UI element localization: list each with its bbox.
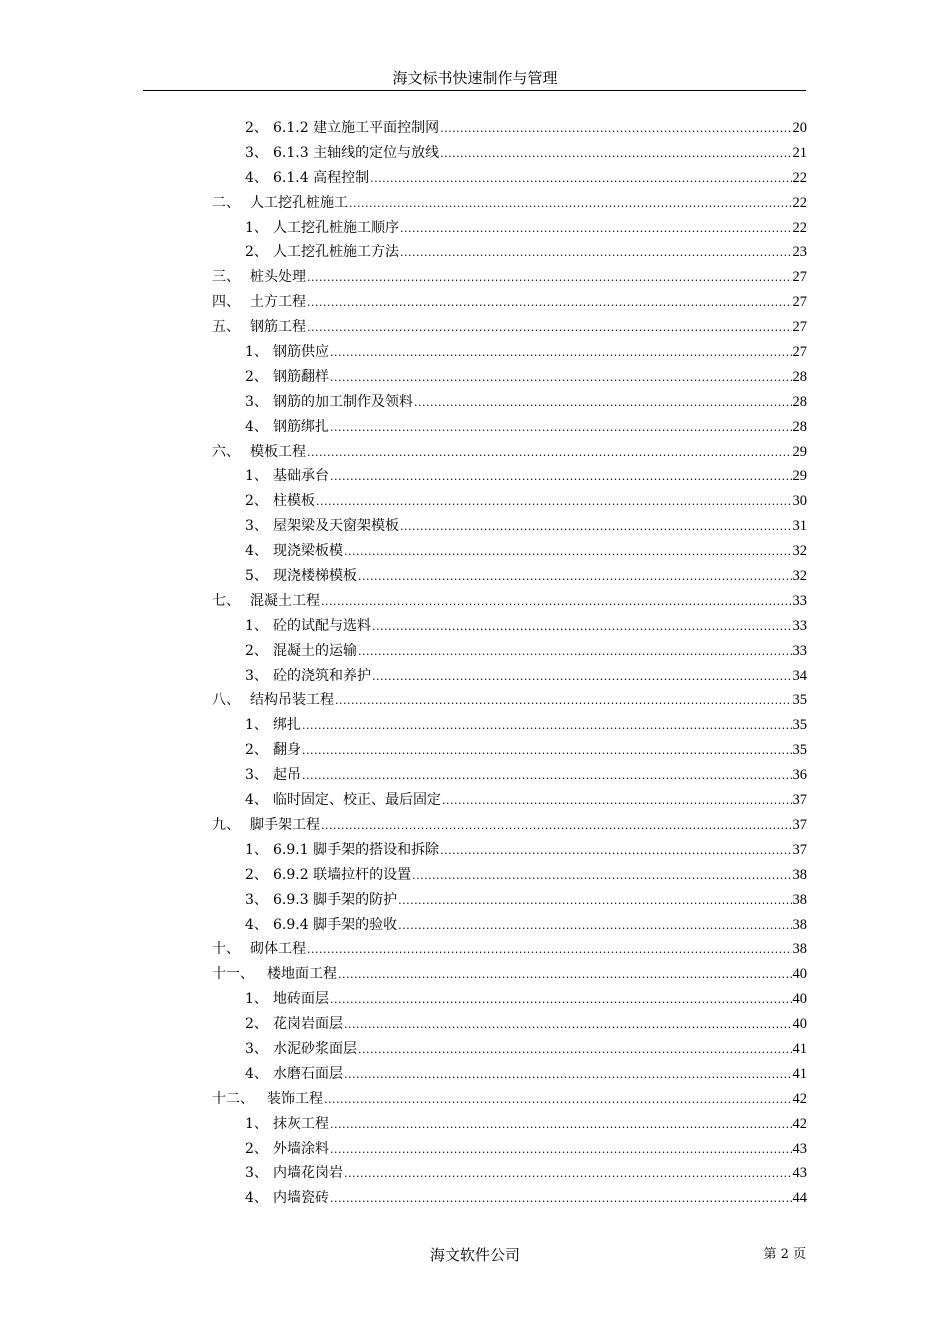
toc-entry-number: 2、 [245, 493, 268, 510]
toc-entry-subsection[interactable] [212, 614, 807, 639]
table-of-contents [212, 116, 807, 1211]
toc-entry-page: 43 [792, 1165, 807, 1182]
toc-entry-subsection[interactable] [212, 713, 807, 738]
toc-entry-page: 32 [792, 568, 807, 585]
toc-entry-subsection[interactable] [212, 514, 807, 539]
toc-entry-subsection[interactable] [212, 639, 807, 664]
toc-entry-page: 35 [792, 742, 807, 759]
toc-entry-number: 2、 [245, 1140, 268, 1157]
toc-entry-number: 2、 [245, 120, 268, 136]
toc-dot-leader [344, 540, 792, 564]
toc-entry-title: 6.1.3 主轴线的定位与放线 [273, 144, 440, 161]
toc-entry-number: 三、 [212, 269, 240, 286]
toc-entry-number: 4、 [245, 1190, 268, 1207]
toc-entry-number: 4、 [245, 169, 268, 186]
toc-entry-section[interactable] [212, 688, 807, 713]
toc-entry-title: 土方工程 [250, 294, 306, 311]
toc-entry-section[interactable] [212, 191, 807, 216]
toc-entry-title: 钢筋供应 [273, 344, 329, 361]
header-divider [143, 90, 806, 91]
toc-entry-page: 28 [792, 418, 807, 435]
toc-entry-title: 水磨石面层 [273, 1065, 343, 1082]
toc-entry-number: 3、 [245, 1040, 268, 1057]
toc-entry-page: 27 [792, 294, 807, 311]
toc-dot-leader [349, 192, 792, 216]
toc-entry-title: 结构吊装工程 [250, 692, 334, 709]
toc-entry-number: 2、 [245, 1016, 268, 1033]
toc-dot-leader [321, 814, 792, 838]
toc-entry-title: 钢筋翻样 [273, 368, 329, 385]
toc-entry-page: 44 [792, 1190, 807, 1207]
toc-entry-title: 起吊 [273, 767, 301, 784]
toc-entry-title: 混凝土的运输 [273, 642, 357, 659]
toc-entry-number: 4、 [245, 1065, 268, 1082]
toc-entry-title: 翻身 [273, 742, 301, 759]
toc-dot-leader [412, 864, 791, 888]
toc-dot-leader [330, 988, 792, 1012]
toc-entry-subsection[interactable] [212, 788, 807, 813]
toc-entry-section[interactable] [212, 1087, 807, 1112]
toc-entry-page: 38 [792, 891, 807, 908]
toc-entry-page: 33 [792, 617, 807, 634]
toc-entry-subsection[interactable] [212, 1037, 807, 1062]
toc-dot-leader [324, 1088, 792, 1112]
toc-entry-title: 现浇梁板模 [273, 543, 343, 560]
toc-entry-number: 七、 [212, 592, 240, 609]
toc-entry-number: 2、 [245, 866, 268, 883]
toc-entry-title: 装饰工程 [267, 1090, 323, 1107]
toc-entry-number: 3、 [245, 891, 268, 908]
toc-entry-subsection[interactable] [212, 489, 807, 514]
toc-entry-page: 41 [792, 1040, 807, 1057]
toc-entry-subsection[interactable] [212, 240, 807, 265]
toc-entry-number: 1、 [245, 1115, 268, 1132]
toc-entry-subsection[interactable] [212, 1112, 807, 1137]
toc-entry-subsection[interactable] [212, 1161, 807, 1186]
toc-entry-subsection[interactable] [212, 838, 807, 863]
toc-entry-title: 抹灰工程 [273, 1115, 329, 1132]
toc-entry-page: 21 [792, 144, 807, 161]
toc-entry-number: 2、 [245, 244, 268, 261]
toc-dot-leader [398, 889, 791, 913]
toc-entry-title: 外墙涂料 [273, 1140, 329, 1157]
toc-entry-title: 人工挖孔桩施工顺序 [273, 219, 399, 236]
toc-entry-page: 27 [792, 344, 807, 361]
toc-dot-leader [330, 1187, 792, 1211]
toc-entry-title: 楼地面工程 [267, 966, 337, 983]
toc-dot-leader [358, 565, 792, 589]
toc-dot-leader [307, 291, 792, 315]
toc-entry-title: 砼的试配与选料 [273, 617, 371, 634]
toc-entry-page: 43 [792, 1140, 807, 1157]
toc-entry-section[interactable] [212, 937, 807, 962]
toc-entry-subsection[interactable] [212, 116, 807, 141]
toc-entry-subsection[interactable] [212, 1137, 807, 1162]
toc-entry-subsection[interactable] [212, 564, 807, 589]
toc-entry-page: 33 [792, 592, 807, 609]
toc-entry-title: 人工挖孔桩施工方法 [273, 244, 399, 261]
toc-entry-page: 27 [792, 319, 807, 336]
page-header-title: 海文标书快速制作与管理 [392, 69, 558, 87]
toc-dot-leader [307, 266, 792, 290]
toc-entry-subsection[interactable] [212, 141, 807, 166]
toc-entry-section[interactable] [212, 440, 807, 465]
toc-entry-subsection[interactable] [212, 1186, 807, 1211]
toc-dot-leader [330, 1138, 792, 1162]
toc-entry-number: 4、 [245, 543, 268, 560]
toc-entry-page: 35 [792, 692, 807, 709]
toc-entry-section[interactable] [212, 589, 807, 614]
toc-entry-title: 花岗岩面层 [273, 1016, 343, 1033]
toc-entry-number: 1、 [245, 344, 268, 361]
toc-entry-subsection[interactable] [212, 888, 807, 913]
toc-entry-title: 6.9.1 脚手架的搭设和拆除 [273, 841, 440, 858]
toc-entry-number: 五、 [212, 319, 240, 336]
toc-entry-title: 基础承台 [273, 468, 329, 485]
toc-entry-number: 十、 [212, 941, 240, 958]
toc-entry-page: 33 [792, 642, 807, 659]
toc-entry-number: 十一、 [212, 966, 254, 983]
toc-dot-leader [440, 117, 791, 141]
toc-dot-leader [344, 1162, 792, 1186]
toc-entry-subsection[interactable] [212, 539, 807, 564]
toc-entry-page: 22 [792, 169, 807, 186]
toc-entry-page: 37 [792, 792, 807, 809]
toc-dot-leader [440, 839, 791, 863]
toc-entry-number: 5、 [245, 568, 268, 585]
toc-entry-number: 十二、 [212, 1090, 254, 1107]
toc-entry-page: 42 [792, 1115, 807, 1132]
toc-entry-page: 35 [792, 717, 807, 734]
toc-dot-leader [442, 789, 792, 813]
toc-entry-number: 1、 [245, 717, 268, 734]
toc-dot-leader [400, 241, 792, 265]
toc-entry-page: 41 [792, 1065, 807, 1082]
toc-entry-page: 40 [792, 1016, 807, 1033]
toc-entry-page: 28 [792, 393, 807, 410]
toc-entry-number: 3、 [245, 767, 268, 784]
toc-entry-title: 6.9.2 联墙拉杆的设置 [273, 866, 412, 883]
toc-entry-subsection[interactable] [212, 1012, 807, 1037]
toc-entry-title: 脚手架工程 [250, 816, 320, 833]
toc-entry-page: 27 [792, 269, 807, 286]
toc-entry-title: 临时固定、校正、最后固定 [273, 792, 441, 809]
toc-entry-title: 钢筋的加工制作及领料 [273, 393, 413, 410]
toc-entry-section[interactable] [212, 290, 807, 315]
toc-entry-page: 31 [792, 518, 807, 535]
toc-entry-number: 2、 [245, 742, 268, 759]
toc-entry-number: 3、 [245, 667, 268, 684]
toc-entry-number: 九、 [212, 816, 240, 833]
toc-entry-page: 37 [792, 841, 807, 858]
toc-entry-subsection[interactable] [212, 340, 807, 365]
toc-entry-page: 29 [792, 468, 807, 485]
toc-entry-title: 内墙花岗岩 [273, 1165, 343, 1182]
toc-entry-title: 6.9.4 脚手架的验收 [273, 916, 398, 933]
toc-entry-title: 地砖面层 [273, 991, 329, 1008]
toc-entry-title: 水泥砂浆面层 [273, 1040, 357, 1057]
toc-dot-leader [330, 1113, 792, 1137]
toc-entry-page: 36 [792, 767, 807, 784]
toc-dot-leader [335, 689, 792, 713]
toc-entry-number: 2、 [245, 368, 268, 385]
toc-entry-number: 4、 [245, 418, 268, 435]
toc-entry-page: 40 [792, 991, 807, 1008]
toc-entry-page: 38 [792, 866, 807, 883]
toc-entry-title: 钢筋绑扎 [273, 418, 329, 435]
toc-dot-leader [316, 490, 792, 514]
toc-entry-subsection[interactable] [212, 913, 807, 938]
toc-entry-title: 钢筋工程 [250, 319, 306, 336]
toc-dot-leader [372, 665, 792, 689]
toc-entry-subsection[interactable] [212, 664, 807, 689]
toc-dot-leader [372, 615, 792, 639]
toc-dot-leader [440, 142, 791, 166]
toc-entry-number: 4、 [245, 792, 268, 809]
toc-dot-leader [321, 590, 792, 614]
toc-dot-leader [307, 441, 792, 465]
toc-entry-number: 4、 [245, 916, 268, 933]
toc-entry-title: 内墙瓷砖 [273, 1190, 329, 1207]
toc-entry-subsection[interactable] [212, 390, 807, 415]
toc-entry-subsection[interactable] [212, 987, 807, 1012]
toc-entry-page: 37 [792, 816, 807, 833]
toc-entry-subsection[interactable] [212, 166, 807, 191]
toc-entry-number: 3、 [245, 1165, 268, 1182]
toc-entry-number: 2、 [245, 642, 268, 659]
toc-entry-subsection[interactable] [212, 216, 807, 241]
toc-entry-subsection[interactable] [212, 738, 807, 763]
toc-entry-title: 砼的浇筑和养护 [273, 667, 371, 684]
toc-dot-leader [358, 1038, 792, 1062]
toc-entry-page: 22 [792, 219, 807, 236]
toc-entry-page: 20 [792, 120, 807, 136]
toc-dot-leader [307, 938, 792, 962]
toc-entry-subsection[interactable] [212, 1062, 807, 1087]
toc-dot-leader [344, 1013, 792, 1037]
toc-dot-leader [307, 316, 792, 340]
toc-entry-number: 3、 [245, 144, 268, 161]
toc-entry-title: 6.1.2 建立施工平面控制网 [273, 120, 440, 136]
toc-entry-title: 6.9.3 脚手架的防护 [273, 891, 398, 908]
toc-entry-page: 38 [792, 916, 807, 933]
toc-entry-title: 屋架梁及天窗架模板 [273, 518, 399, 535]
toc-entry-number: 3、 [245, 518, 268, 535]
toc-entry-number: 1、 [245, 468, 268, 485]
toc-entry-page: 23 [792, 244, 807, 261]
toc-dot-leader [400, 515, 792, 539]
toc-dot-leader [330, 366, 792, 390]
toc-entry-page: 30 [792, 493, 807, 510]
footer-company-name: 海文软件公司 [429, 1246, 520, 1264]
toc-entry-number: 四、 [212, 294, 240, 311]
toc-entry-subsection[interactable] [212, 365, 807, 390]
toc-entry-number: 3、 [245, 393, 268, 410]
toc-dot-leader [344, 1063, 792, 1087]
toc-entry-section[interactable] [212, 813, 807, 838]
toc-entry-page: 29 [792, 443, 807, 460]
toc-dot-leader [338, 963, 792, 987]
toc-entry-number: 二、 [212, 194, 240, 211]
toc-entry-page: 42 [792, 1090, 807, 1107]
toc-dot-leader [414, 391, 792, 415]
toc-entry-page: 32 [792, 543, 807, 560]
toc-dot-leader [330, 416, 792, 440]
toc-entry-number: 1、 [245, 991, 268, 1008]
toc-entry-title: 6.1.4 高程控制 [273, 169, 370, 186]
toc-dot-leader [302, 739, 792, 763]
toc-entry-subsection[interactable] [212, 863, 807, 888]
toc-entry-section[interactable] [212, 962, 807, 987]
toc-entry-section[interactable] [212, 265, 807, 290]
toc-entry-page: 40 [792, 966, 807, 983]
toc-entry-title: 绑扎 [273, 717, 301, 734]
toc-entry-number: 八、 [212, 692, 240, 709]
toc-entry-title: 现浇楼梯模板 [273, 568, 357, 585]
toc-dot-leader [302, 764, 792, 788]
toc-entry-section[interactable] [212, 315, 807, 340]
toc-dot-leader [330, 465, 792, 489]
toc-dot-leader [400, 217, 792, 241]
toc-entry-page: 22 [792, 194, 807, 211]
toc-entry-subsection[interactable] [212, 464, 807, 489]
toc-entry-title: 桩头处理 [250, 269, 306, 286]
footer-page-number: 第 2 页 [763, 1247, 806, 1262]
toc-entry-page: 38 [792, 941, 807, 958]
toc-entry-title: 砌体工程 [250, 941, 306, 958]
toc-entry-number: 1、 [245, 219, 268, 236]
toc-entry-title: 人工挖孔桩施工 [250, 194, 348, 211]
toc-entry-number: 1、 [245, 617, 268, 634]
toc-entry-title: 混凝土工程 [250, 592, 320, 609]
toc-dot-leader [302, 714, 792, 738]
toc-entry-subsection[interactable] [212, 415, 807, 440]
toc-entry-number: 1、 [245, 841, 268, 858]
toc-dot-leader [358, 640, 792, 664]
toc-entry-page: 28 [792, 368, 807, 385]
toc-dot-leader [370, 167, 791, 191]
toc-entry-page: 34 [792, 667, 807, 684]
toc-dot-leader [398, 914, 791, 938]
toc-entry-number: 六、 [212, 443, 240, 460]
toc-entry-title: 模板工程 [250, 443, 306, 460]
toc-entry-title: 柱模板 [273, 493, 315, 510]
toc-entry-subsection[interactable] [212, 763, 807, 788]
toc-dot-leader [330, 341, 792, 365]
